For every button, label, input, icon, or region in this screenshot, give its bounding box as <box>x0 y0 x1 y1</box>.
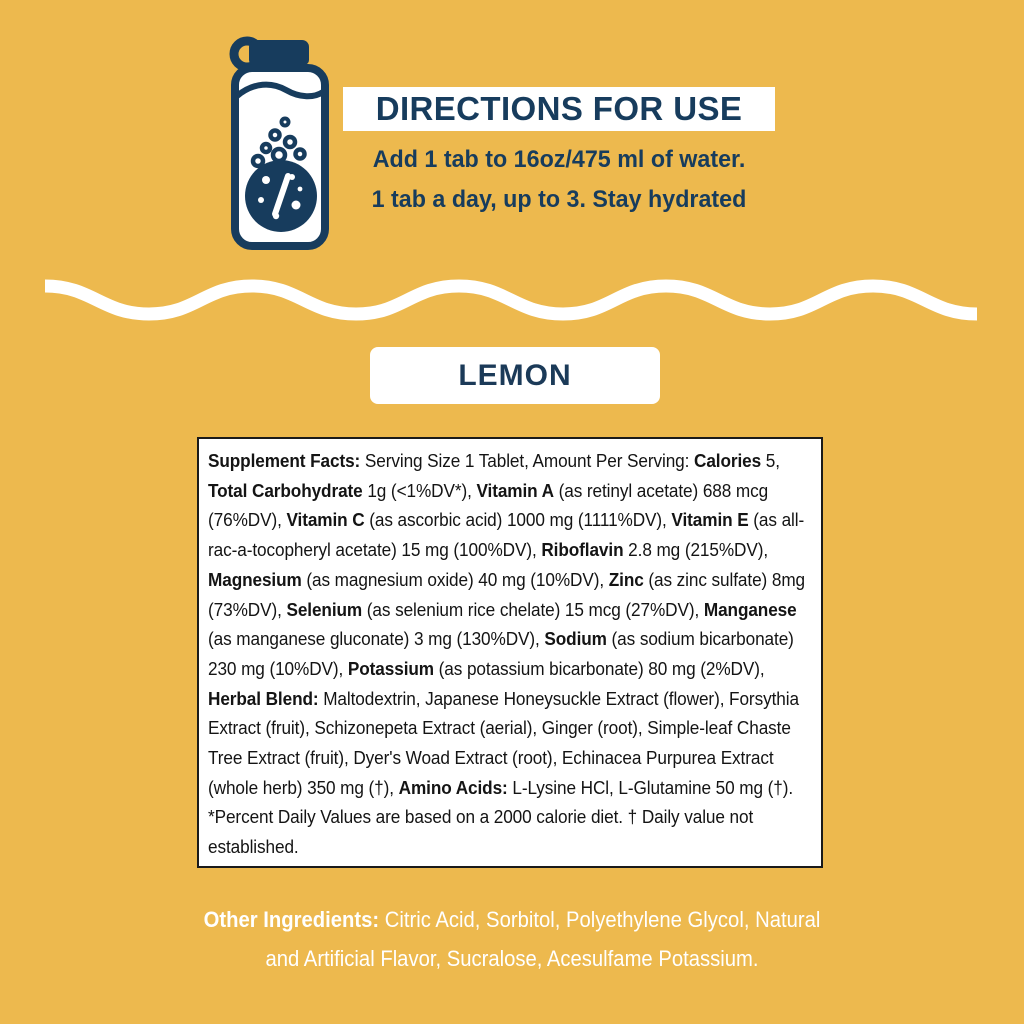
directions-line-2: 1 tab a day, up to 3. Stay hydrated <box>371 186 747 213</box>
other-ingredients-line-1-text: Citric Acid, Sorbitol, Polyethylene Glycol, Natural <box>379 907 821 932</box>
flavor-label: LEMON <box>458 358 572 392</box>
other-ingredients <box>0 900 1024 978</box>
other-ingredients-label: Other Ingredients: <box>203 907 380 932</box>
other-ingredients-line-1 <box>51 900 973 939</box>
directions-text <box>303 140 815 220</box>
supplement-facts-box <box>197 437 823 868</box>
directions-line-1: Add 1 tab to 16oz/475 ml of water. <box>372 146 746 173</box>
other-ingredients-line-2: and Artificial Flavor, Sucralose, Acesulfame Potassium. <box>265 946 759 971</box>
directions-heading: DIRECTIONS FOR USE <box>375 90 743 127</box>
flavor-badge <box>370 347 660 404</box>
supplement-facts-text: Supplement Facts: Serving Size 1 Tablet, Amount Per Serving: Calories 5, Total Carbohydrate 1g (<1%DV*), Vitamin A (as retinyl acetate) 688 mcg (76%DV), Vitamin C (as ascorbic acid) 1000 mg (1111%DV), Vitamin E (as all-rac-a-tocopheryl acetate) 15 mg (100%DV), Riboflavin 2.8 mg (215%DV), Magnesium (as magnesium oxide) 40 mg (10%DV), Zinc (as zinc sulfate) 8mg (73%DV), Selenium (as selenium rice chelate) 15 mcg (27%DV), Manganese (as manganese gluconate) 3 mg (130%DV), Sodium (as sodium bicarbonate) 230 mg (10%DV), Potassium (as potassium bicarbonate) 80 mg (2%DV), Herbal Blend: Maltodextrin, Japanese Honeysuckle Extract (flower), Forsythia Extract (fruit), Schizonepeta Extract (aerial), Ginger (root), Simple-leaf Chaste Tree Extract (fruit), Dyer's Woad Extract (root), Echinacea Purpurea Extract (whole herb) 350 mg (†), Amino Acids: L-Lysine HCl, L-Glutamine 50 mg (†). *Percent Daily Values are based on a 2000 calorie diet. † Daily value not established. <box>208 450 806 858</box>
directions-heading-band <box>343 87 775 131</box>
wave-divider-icon <box>45 274 977 326</box>
